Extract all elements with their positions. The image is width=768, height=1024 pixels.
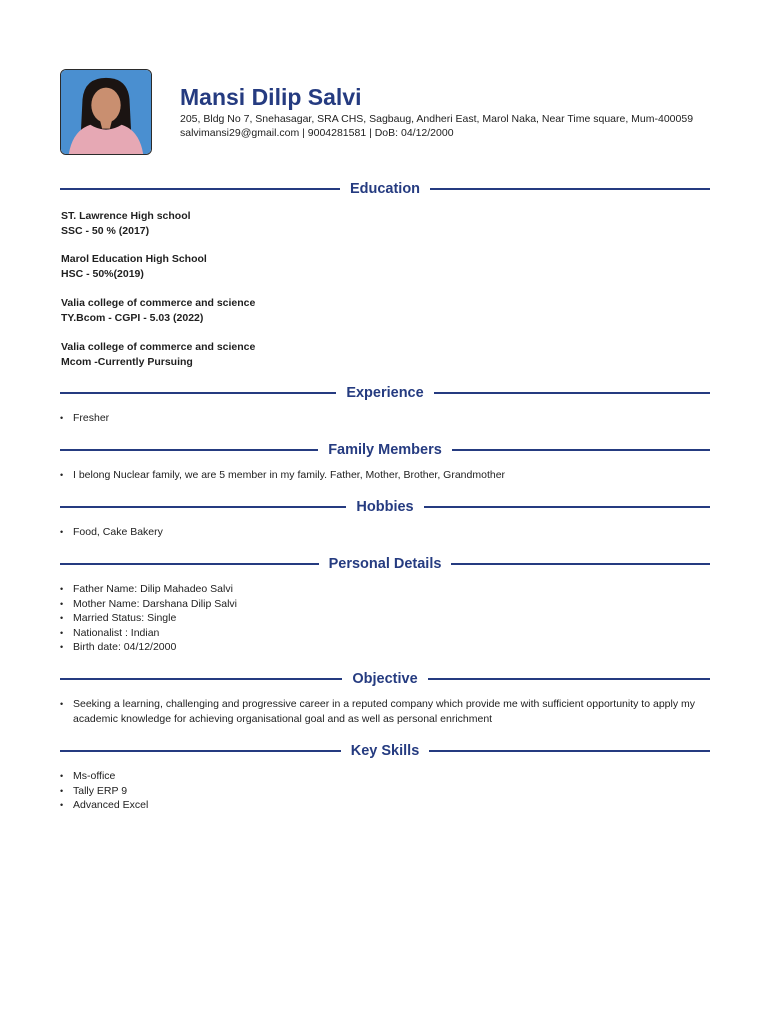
family-list <box>60 468 710 483</box>
divider-line <box>434 392 710 394</box>
list-item: • Fresher <box>60 411 710 426</box>
section-objective-heading <box>60 669 710 689</box>
list-item: • Advanced Excel <box>60 798 710 813</box>
divider-line <box>60 506 346 508</box>
profile-photo-image <box>61 70 151 154</box>
personal-details-list <box>60 582 710 655</box>
education-detail: TY.Bcom - CGPI - 5.03 (2022) <box>61 311 204 324</box>
divider-line <box>60 188 340 190</box>
school-name: Marol Education High School <box>61 253 207 265</box>
education-entry <box>61 296 255 325</box>
divider-line <box>429 750 710 752</box>
education-detail: SSC - 50 % (2017) <box>61 224 150 237</box>
list-item: • Seeking a learning, challenging and progressive career in a reputed company which provide me with sufficient opportunity to apply my academic knowledge for achieving organisational goal and as well as personal enrichment <box>60 697 710 726</box>
education-entry <box>61 340 255 369</box>
contact-line: salvimansi29@gmail.com | 9004281581 | DoB: 04/12/2000 <box>180 127 454 139</box>
list-item: • Married Status: Single <box>60 611 710 626</box>
skills-list <box>60 769 710 813</box>
list-item: • Birth date: 04/12/2000 <box>60 640 710 655</box>
section-education-heading <box>60 179 710 199</box>
list-item: • Mother Name: Darshana Dilip Salvi <box>60 597 710 612</box>
divider-line <box>60 750 341 752</box>
divider-line <box>60 563 319 565</box>
profile-photo <box>60 69 152 155</box>
list-item: • Nationalist : Indian <box>60 626 710 641</box>
divider-line <box>424 506 710 508</box>
list-item: • Tally ERP 9 <box>60 784 710 799</box>
list-item: • Father Name: Dilip Mahadeo Salvi <box>60 582 710 597</box>
divider-line <box>430 188 710 190</box>
section-experience-heading <box>60 383 710 403</box>
section-title: Objective <box>352 671 418 687</box>
section-title: Key Skills <box>350 743 420 759</box>
candidate-name: Mansi Dilip Salvi <box>180 84 362 110</box>
list-item: • I belong Nuclear family, we are 5 member in my family. Father, Mother, Brother, Grandmother <box>60 468 710 483</box>
section-title: Education <box>349 181 421 197</box>
divider-line <box>60 678 342 680</box>
list-item: • Food, Cake Bakery <box>60 525 710 540</box>
objective-list <box>60 697 710 726</box>
school-name: Valia college of commerce and science <box>61 297 256 309</box>
school-name: Valia college of commerce and science <box>61 341 256 353</box>
hobbies-list <box>60 525 710 540</box>
divider-line <box>452 449 710 451</box>
education-detail: Mcom -Currently Pursuing <box>61 355 193 368</box>
divider-line <box>428 678 710 680</box>
section-skills-heading <box>60 741 710 761</box>
education-entry <box>61 252 207 281</box>
section-title: Hobbies <box>356 499 414 515</box>
address-line: 205, Bldg No 7, Snehasagar, SRA CHS, Sagbaug, Andheri East, Marol Naka, Near Time square, Mum-400059 <box>180 113 694 125</box>
list-item: • Ms-office <box>60 769 710 784</box>
section-title: Experience <box>346 385 424 401</box>
section-hobbies-heading <box>60 497 710 517</box>
divider-line <box>451 563 710 565</box>
education-entry <box>61 209 191 238</box>
section-title: Personal Details <box>328 556 442 572</box>
education-detail: HSC - 50%(2019) <box>61 267 144 280</box>
divider-line <box>60 392 336 394</box>
experience-list <box>60 411 710 426</box>
section-family-heading <box>60 440 710 460</box>
divider-line <box>60 449 318 451</box>
section-title: Family Members <box>328 442 442 458</box>
section-personal-heading <box>60 554 710 574</box>
school-name: ST. Lawrence High school <box>61 210 191 222</box>
